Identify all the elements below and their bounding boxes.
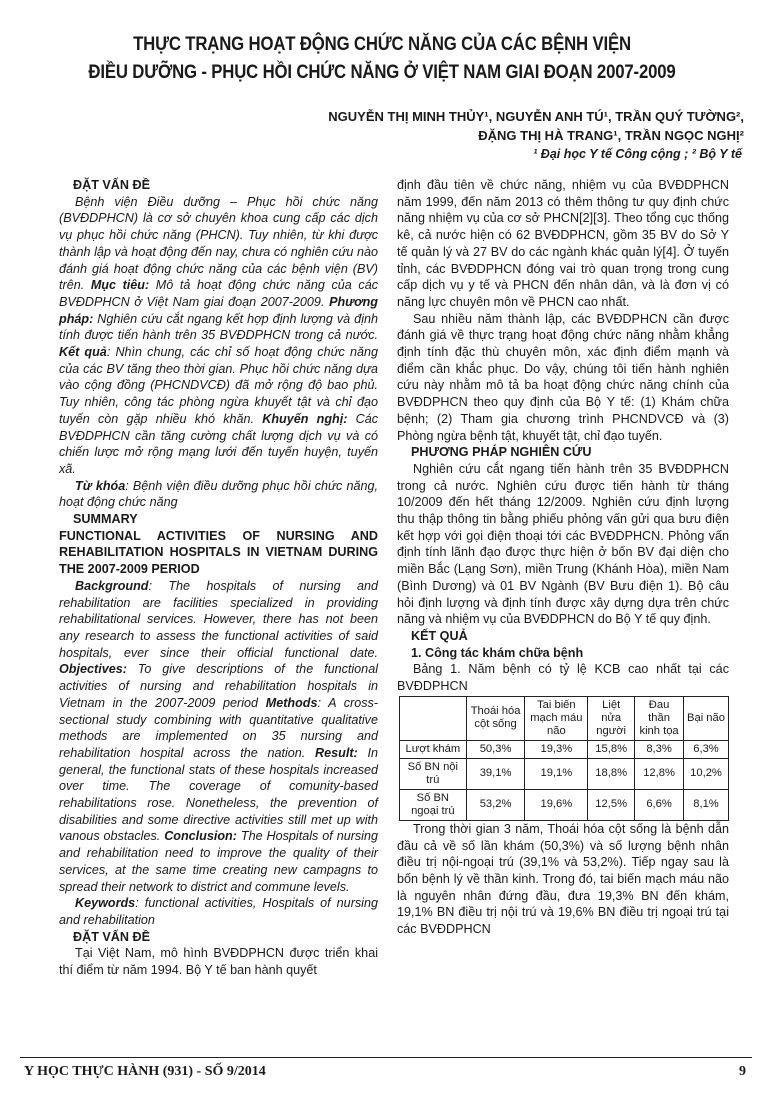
article-title-line1: THỰC TRẠNG HOẠT ĐỘNG CHỨC NĂNG CỦA CÁC BỆNH VIỆN <box>133 33 631 55</box>
journal-footer: Y HỌC THỰC HÀNH (931) - SỐ 9/2014 <box>24 1064 266 1079</box>
abstract-en-text: In general, the functional stats of these hospitals increased over time. The coverage of comunity-based rehabilitations rose. Nonetheless, the prevention of disabilities and some directive activities still met up with vanous obstacles. <box>59 745 378 844</box>
table-cell: 6,3% <box>684 740 729 758</box>
left-column <box>59 177 378 979</box>
heading-results: KẾT QUẢ <box>411 628 468 643</box>
intro-paragraph-2: Sau nhiều năm thành lập, các BVĐDPHCN cần được đánh giá về thực trạng hoạt động chức năng nhằm khẳng định tính đặc thù chuyên môn, xác định điểm mạnh và điểm cần khắc phục. Do vậy, chúng tôi tiến hành nghiên cứu này nhằm mô tả ba hoạt động chức năng chính của BVĐDPHCN theo quy định của Bộ Y tế: (1) Khám chữa bệnh; (2) Tham gia chương trình PHCNDVCĐ và (3) Phòng ngừa bệnh tật, khuyết tật, chỉ đạo tuyến. <box>397 311 729 443</box>
table-row <box>400 740 729 758</box>
label-methods: Methods <box>265 695 318 710</box>
table-header-cell: Thoái hóa cột sống <box>466 696 525 740</box>
authors-line1: NGUYỄN THỊ MINH THỦY¹, NGUYỄN ANH TÚ¹, TRẦN QUÝ TƯỜNG², <box>328 109 744 124</box>
keywords-vietnamese <box>59 478 378 511</box>
table-cell: 50,3% <box>466 740 525 758</box>
abstract-en-text: The Hospitals of nursing and rehabilitation need to improve the quality of their services, at the same time creating new campagns to spread their network to district and commune levels. <box>59 829 378 894</box>
label-objectives: Objectives: <box>59 662 127 677</box>
keywords-english <box>59 895 378 928</box>
abstract-en-text: To give descriptions of the functional activities of nursing and rehabilitation hospitals in Vietnam in the 2007-2009 period <box>59 662 378 710</box>
label-conclusion: Conclusion: <box>164 829 237 844</box>
table-header-cell <box>400 696 467 740</box>
abstract-vietnamese <box>59 194 378 478</box>
abstract-vi-text: Nghiên cứu cắt ngang kết hợp định lượng và định tính được tiến hành trên 35 BVĐDPHCN trong cả nước. <box>59 311 378 343</box>
article-title-line2: ĐIỀU DƯỠNG - PHỤC HỒI CHỨC NĂNG Ở VIỆT NAM GIAI ĐOẠN 2007-2009 <box>88 61 676 83</box>
label-keywords: Keywords <box>75 896 136 911</box>
heading-summary: SUMMARY <box>73 512 138 527</box>
abstract-en-text: : A cross-sectional study combining with quantitative qualitative methods are implemented on 35 nursing and rehabilitation hospital across the nation. <box>59 695 379 760</box>
keywords-vi-text: : Bệnh viện điều dưỡng phục hồi chức năng, hoạt động chức năng <box>59 478 378 510</box>
table-header-row <box>400 696 729 740</box>
label-phuong-phap: Phương pháp: <box>59 294 378 326</box>
right-column <box>397 177 729 938</box>
table-header-cell: Tai biến mạch máu não <box>525 696 588 740</box>
label-background: Background <box>75 578 149 593</box>
abstract-english <box>59 578 378 895</box>
table-cell: 19,1% <box>525 758 588 789</box>
label-result: Result: <box>315 745 358 760</box>
label-khuyen-nghi: Khuyến nghị: <box>262 411 348 426</box>
table-row <box>400 789 729 820</box>
table-cell: 53,2% <box>466 789 525 820</box>
affiliation: ¹ Đại học Y tế Công cộng ; ² Bộ Y tế <box>533 147 742 161</box>
results-paragraph: Trong thời gian 3 năm, Thoái hóa cột sống là bệnh dẫn đầu cả về số lần khám (50,3%) và số lượng bệnh nhân điều trị nội-ngoại trú (39,1% và 53,2%). Tiếp ngay sau là bốn bệnh lý về thần kinh. Trong đó, tai biến mạch máu não là nguyên nhân đứng đầu, đưa 19,3% BN đến khám, 19,1% BN điều trị nội trú và 19,6% BN điều trị ngoại trú tại các BVĐDPHCN <box>397 821 729 937</box>
heading-dat-van-de: ĐẶT VẤN ĐỀ <box>73 178 150 192</box>
table-header-cell: Liệt nửa người <box>588 696 635 740</box>
authors-line2: ĐẶNG THỊ HÀ TRANG¹, TRẦN NGỌC NGHỊ² <box>478 128 744 143</box>
abstract-vi-text: Bệnh viện Điều dưỡng – Phục hồi chức năng (BVĐDPHCN) là cơ sở chuyên khoa cung cấp các dịch vụ phục hồi chức năng (PHCN). Tuy nhiên, từ khi được thành lập và hoạt động đến nay, chưa có nghiên cứu nào đánh giá hoạt động chức năng của các bệnh viện (BV) trên. <box>59 194 378 293</box>
table-row-label: Số BN ngoại trú <box>400 789 467 820</box>
heading-methods: PHƯƠNG PHÁP NGHIÊN CỨU <box>411 445 592 460</box>
table-header-cell: Bại não <box>684 696 729 740</box>
table-row-label: Số BN nội trú <box>400 758 467 789</box>
table-cell: 19,3% <box>525 740 588 758</box>
abstract-vi-text: Mô tả hoạt động chức năng của các BVĐDPHCN ở Việt Nam giai đoạn 2007-2009. <box>59 278 379 309</box>
label-tu-khoa: Từ khóa <box>75 478 126 493</box>
table-cell: 15,8% <box>588 740 635 758</box>
table-cell: 8,1% <box>684 789 729 820</box>
table-cell: 12,8% <box>635 758 684 789</box>
table-cell: 12,5% <box>588 789 635 820</box>
abstract-en-text: : The hospitals of nursing and rehabilitation are facilities specialized in providing rehabilitational services. However, there has not been any research to assess the functional activities of said hospitals, ever since their official functional date. <box>59 578 378 660</box>
table-cell: 6,6% <box>635 789 684 820</box>
intro-continued: định đầu tiên về chức năng, nhiệm vụ của BVĐDPHCN năm 1999, đến năm 2013 có thêm thông tư quy định chức năng nhiệm vụ của cơ sở PHCN[2][3]. Theo tổng cục thống kê, cả nước hiện có 62 BVĐDPHCN, gồm 35 BV do Sở Y tế quản lý và 27 BV do các ngành khác quản lý[4]. Ở tuyến tỉnh, các BVĐDPHCN đóng vai trò quan trọng trong cung cấp dịch vụ y tế và PHCN đến nhân dân, và là đơn vị có năng lực chuyên môn về PHCN cao nhất. <box>397 178 729 309</box>
page-number: 9 <box>739 1064 746 1079</box>
intro-paragraph: Tại Việt Nam, mô hình BVĐDPHCN được triển khai thí điểm từ năm 1994. Bộ Y tế ban hành quyết <box>59 946 378 978</box>
label-muc-tieu: Mục tiêu: <box>90 278 150 293</box>
footer-divider <box>20 1057 752 1058</box>
heading-dat-van-de-2: ĐẶT VẤN ĐỀ <box>73 929 150 944</box>
heading-subsection-1: 1. Công tác khám chữa bệnh <box>411 645 584 660</box>
table-cell: 19,6% <box>525 789 588 820</box>
keywords-en-text: : functional activities, Hospitals of nursing and rehabilitation <box>59 896 378 927</box>
abstract-vi-text: : Nhìn chung, các chỉ số hoạt động chức năng của các BV tăng theo thời gian. Phục hồi chức năng dựa vào cộng đồng (PHCNDVCĐ) đã mở rộng độ bao phủ. Tuy nhiên, công tác phòng ngừa khuyết tật và chỉ đạo tuyến còn gặp nhiều khó khăn. <box>59 345 378 426</box>
disease-table <box>399 696 729 821</box>
abstract-vi-text: Các BVĐDPHCN cần tăng cường chất lượng dịch vụ và có chiến lược mở rộng mạng lưới đến tuyến huyện, tuyến xã. <box>59 411 379 476</box>
english-title: FUNCTIONAL ACTIVITIES OF NURSING AND REHABILITATION HOSPITALS IN VIETNAM DURING THE 2007-2009 PERIOD <box>59 528 378 577</box>
table-row-label: Lượt khám <box>400 740 467 758</box>
table-cell: 39,1% <box>466 758 525 789</box>
table-row <box>400 758 729 789</box>
table-caption: Bảng 1. Năm bệnh có tỷ lệ KCB cao nhất tại các BVĐDPHCN <box>397 662 729 694</box>
table-cell: 10,2% <box>684 758 729 789</box>
table-cell: 18,8% <box>588 758 635 789</box>
label-ket-qua: Kết quả <box>59 345 107 360</box>
table-cell: 8,3% <box>635 740 684 758</box>
methods-paragraph: Nghiên cứu cắt ngang tiến hành trên 35 BVĐDPHCN trong cả nước. Nghiên cứu được tiến hành từ tháng 10/2009 đến hết tháng 12/2009. Nghiên cứu định lượng thu thập thông tin bằng phiếu phỏng vấn gửi qua bưu điện kết hợp với gọi điện thoại tới các BVĐDPHCN. Phỏng vấn định tính lãnh đạo được thực hiện ở bốn BV đại diện cho miền Bắc (Lạng Sơn), miền Trung (Khánh Hòa), miền Nam (Bình Dương) và 01 BV Ngành (BV Bưu điện 1). Bộ câu hỏi định lượng và định tính được xây dựng dựa trên chức năng và nhiệm vụ của BVĐDPHCN do Bộ Y tế quy định. <box>397 461 729 627</box>
table-header-cell: Đau thần kinh tọa <box>635 696 684 740</box>
